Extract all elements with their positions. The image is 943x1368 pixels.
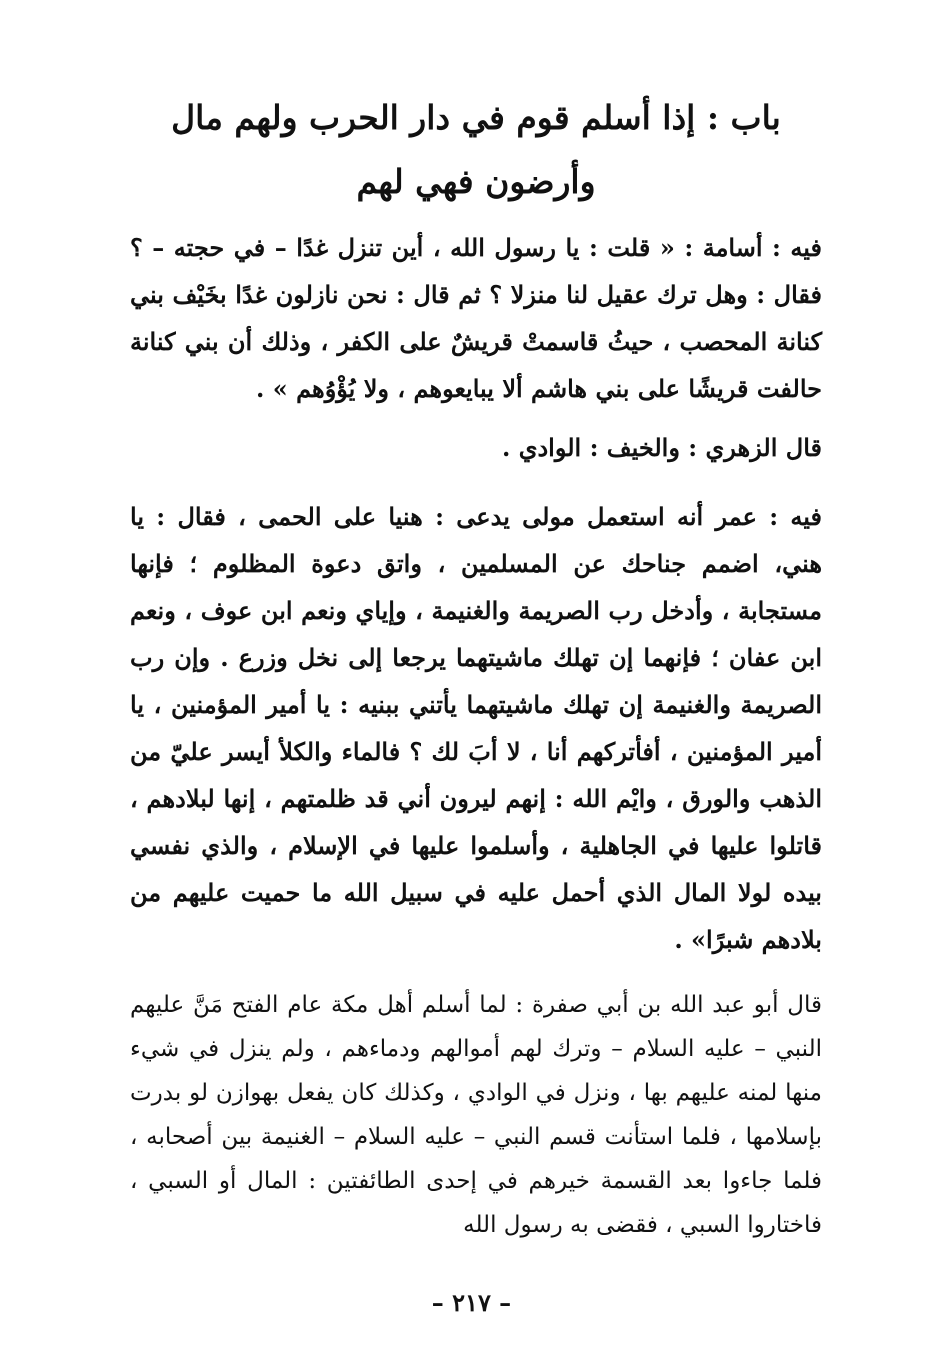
- paragraph-umar-hadith: فيه : عمر أنه استعمل مولى يدعى : هنيا على الحمى ، فقال : يا هني، اضمم جناحك عن المسلمين ، واتق دعوة المظلوم ؛ فإنها مستجابة ، وأدخل رب الصريمة والغنيمة ، وإياي ونعم ابن عوف ، ونعم ابن عفان ؛ فإنهما إن تهلك ماشيتهما يرجعا إلى نخل وزرع . وإن رب الصريمة والغنيمة إن تهلك ماشيتهما يأتني ببنيه : يا أمير المؤمنين ، يا أمير المؤمنين ، أفأتركهم أنا ، لا أبَ لك ؟ فالماء والكلأ أيسر عليّ من الذهب والورق ، وايْم الله : إنهم ليرون أني قد ظلمتهم ، إنها لبلادهم ، قاتلوا عليها في الجاهلية ، وأسلموا عليها في الإسلام ، والذي نفسي بيده لولا المال الذي أحمل عليه في سبيل الله ما حميت عليهم من بلادهم شبرًا» .: [130, 502, 822, 954]
- page-content: [130, 86, 822, 1346]
- chapter-title-line-1: باب : إذا أسلم قوم في دار الحرب ولهم مال: [171, 98, 781, 137]
- paragraph-osama-hadith: فيه : أسامة : « قلت : يا رسول الله ، أين تنزل غدًا – في حجته – ؟ فقال : وهل ترك عقيل لنا منزلا ؟ ثم قال : نحن نازلون غدًا بخَيْف بني كنانة المحصب ، حيثُ قاسمتْ قريشٌ على الكفر ، وذلك أن بني كنانة حالفت قريشًا على بني هاشم ألا يبايعوهم ، ولا يُؤْوُهم » .: [130, 233, 822, 403]
- paragraph-commentary: قال أبو عبد الله بن أبي صفرة : لما أسلم أهل مكة عام الفتح مَنَّ عليهم النبي – عليه السلام – وترك لهم أموالهم ودماءهم ، ولم ينزل في شيء منها لمنه عليهم بها ، ونزل في الوادي ، وكذلك كان يفعل بهوازن لو بدرت بإسلامها ، فلما استأنت قسم النبي – عليه السلام – الغنيمة بين أصحابه ، فلما جاءوا بعد القسمة خيرهم في إحدى الطائفتين : المال أو السبي ، فاختاروا السبي ، فقضى به رسول الله: [130, 992, 822, 1238]
- page-number: – ٢١٧ –: [431, 1288, 512, 1317]
- paragraph-zuhri-note: قال الزهري : والخيف : الوادي .: [501, 433, 822, 462]
- chapter-title-line-2: وأرضون فهي لهم: [356, 162, 596, 201]
- chapter-title: [130, 86, 822, 214]
